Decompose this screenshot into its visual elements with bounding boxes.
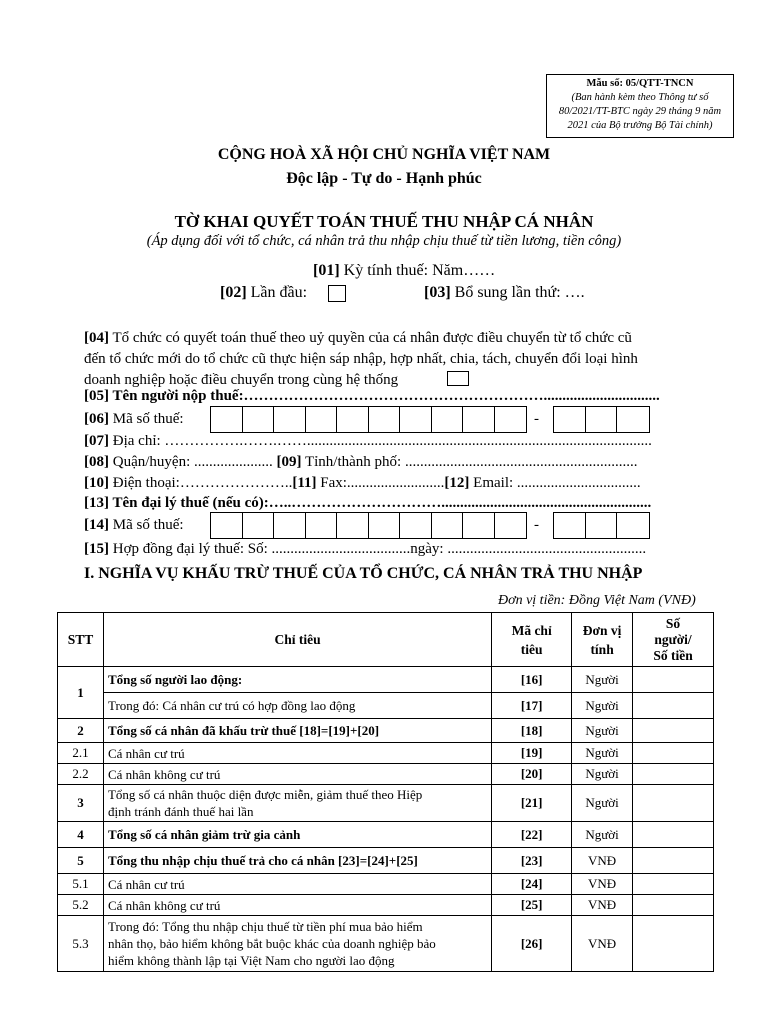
field-code-09: [09] [276,454,302,470]
row-indicator: Tổng thu nhập chịu thuế trả cho cá nhân [23]=[24]+[25] [103,848,491,874]
row-code: [19] [492,743,572,764]
row-code: [18] [492,719,572,743]
first-filing-label: Lần đầu: [246,284,308,301]
country-name: CỘNG HOÀ XÃ HỘI CHỦ NGHĨA VIỆT NAM [217,146,551,163]
form-code: Mẫu số: 05/QTT-TNCN [586,78,694,89]
agent-tax-id-suffix-boxes[interactable] [553,512,650,539]
supplement-label: Bổ sung lần thứ: …. [450,284,585,301]
transfer-line-2: đến tổ chức mới do tổ chức cũ thực hiện sáp nhập, hợp nhất, chia, tách, chuyển đổi loại hình [84,351,638,367]
row-indicator: Cá nhân không cư trú [103,764,491,785]
row-amount-input[interactable] [633,693,714,719]
taxpayer-name-field: [05] Tên người nộp thuế:……………………………………………………............................... [84,388,660,404]
row-code: [21] [492,785,572,822]
row-stt: 3 [58,785,104,822]
row-code: [25] [492,895,572,916]
field-code-12: [12] [444,475,470,491]
field-code-02: [02] [220,284,247,301]
row-amount-input[interactable] [633,719,714,743]
field-code-15: [15] [84,541,109,557]
district-field [84,454,637,471]
field-code-08: [08] [84,454,109,470]
row-stt: 1 [58,667,104,719]
field-code-10: [10] [84,475,109,491]
row-unit: VNĐ [572,848,633,874]
table-row [58,743,714,764]
row-stt: 5.2 [58,895,104,916]
agent-tax-id-dash: - [534,517,539,533]
header-code: Mã chỉ tiêu [492,613,572,667]
phone-label: Điện thoại:………………….. [109,475,293,491]
issued-note-line-1: (Ban hành kèm theo Thông tư số [571,92,709,103]
transfer-line-1: Tổ chức có quyết toán thuế theo uỷ quyền của cá nhân được điều chuyển từ tổ chức cũ [109,330,632,346]
row-indicator: Cá nhân không cư trú [103,895,491,916]
section-title: I. NGHĨA VỤ KHẤU TRỪ THUẾ CỦA TỔ CHỨC, CÁ NHÂN TRẢ THU NHẬP [84,565,643,582]
header-amount: Số người/ Số tiền [633,613,714,667]
tax-id-dash: - [534,411,539,427]
supplement-field [424,284,585,302]
transfer-checkbox[interactable] [447,371,469,386]
currency-note: Đơn vị tiền: Đồng Việt Nam (VNĐ) [498,593,696,608]
row-amount-input[interactable] [633,848,714,874]
header-stt: STT [58,613,104,667]
table-row [58,822,714,848]
national-motto: Độc lập - Tự do - Hạnh phúc [286,170,482,187]
row-unit: Người [572,719,633,743]
form-subtitle: (Áp dụng đối với tổ chức, cá nhân trả thu nhập chịu thuế từ tiền lương, tiền công) [146,233,622,249]
row-indicator: Cá nhân cư trú [103,743,491,764]
row-stt: 2.1 [58,743,104,764]
table-row [58,719,714,743]
row-indicator: Trong đó: Cá nhân cư trú có hợp đồng lao động [103,693,491,719]
agency-contract-field [84,541,646,558]
row-stt: 2 [58,719,104,743]
table-row [58,916,714,972]
row-unit: Người [572,822,633,848]
tax-id-suffix-boxes[interactable] [553,406,650,433]
row-code: [16] [492,667,572,693]
table-row [58,693,714,719]
table-row [58,764,714,785]
obligation-table [57,612,714,972]
field-code-03: [03] [424,284,451,301]
row-code: [20] [492,764,572,785]
row-code: [24] [492,874,572,895]
row-stt: 2.2 [58,764,104,785]
tax-id-label: Mã số thuế: [109,411,184,427]
row-stt: 4 [58,822,104,848]
table-row [58,874,714,895]
agent-tax-id-label: Mã số thuế: [109,517,184,533]
tax-id-boxes[interactable] [210,406,527,433]
row-code: [17] [492,693,572,719]
transfer-line-3: doanh nghiệp hoặc điều chuyển trong cùng hệ thống [84,372,399,388]
tax-period-field [313,262,495,280]
row-indicator: Tổng số cá nhân giảm trừ gia cảnh [103,822,491,848]
row-code: [22] [492,822,572,848]
row-indicator: Tổng số cá nhân đã khấu trừ thuế [18]=[19]+[20] [103,719,491,743]
row-unit: VNĐ [572,916,633,972]
row-amount-input[interactable] [633,667,714,693]
district-label: Quận/huyện: ..................... [109,454,273,470]
tax-id-field [84,411,184,428]
row-unit: VNĐ [572,874,633,895]
row-unit: Người [572,764,633,785]
table-row [58,785,714,822]
province-label: Tỉnh/thành phố: .............................................................. [301,454,638,470]
row-amount-input[interactable] [633,764,714,785]
first-filing-checkbox[interactable] [328,285,346,302]
table-header-row [58,613,714,667]
form-title: TỜ KHAI QUYẾT TOÁN THUẾ THU NHẬP CÁ NHÂN [174,212,594,231]
row-unit: VNĐ [572,895,633,916]
row-indicator: Tổng số cá nhân thuộc diện được miễn, giảm thuế theo Hiệp định tránh đánh thuế hai lần [103,785,491,822]
row-unit: Người [572,743,633,764]
agent-tax-id-field [84,517,184,534]
row-code: [26] [492,916,572,972]
row-indicator: Tổng số người lao động: [103,667,491,693]
row-amount-input[interactable] [633,743,714,764]
row-unit: Người [572,667,633,693]
tax-agent-name-field: [13] Tên đại lý thuế (nếu có):…..…………………………........................................................ [84,495,652,511]
row-amount-input[interactable] [633,874,714,895]
row-stt: 5.1 [58,874,104,895]
field-code-01: [01] [313,262,340,279]
row-indicator: Cá nhân cư trú [103,874,491,895]
address-field [84,433,652,450]
row-stt: 5.3 [58,916,104,972]
field-code-11: [11] [292,475,317,491]
row-stt: 5 [58,848,104,874]
field-code-06: [06] [84,411,109,427]
header-indicator: Chỉ tiêu [103,613,491,667]
address-label: Địa chỉ: …………….…….……............................................................................................ [109,433,652,449]
agent-tax-id-boxes[interactable] [210,512,527,539]
email-label: Email: ................................. [469,475,641,491]
issued-note-line-2: 80/2021/TT-BTC ngày 29 tháng 9 năm [558,106,722,117]
tax-period-label: Kỳ tính thuế: Năm…… [339,262,496,279]
field-code-04: [04] [84,330,109,346]
row-amount-input[interactable] [633,785,714,822]
first-filing-field [220,284,307,302]
row-indicator: Trong đó: Tổng thu nhập chịu thuế từ tiền phí mua bảo hiểm nhân thọ, bảo hiểm không bắt buộc khác của doanh nghiệp bảo hiểm không thành lập tại Việt Nam cho người lao động [103,916,491,972]
table-row [58,848,714,874]
row-amount-input[interactable] [633,822,714,848]
field-code-07: [07] [84,433,109,449]
form-code-box [546,74,734,138]
row-unit: Người [572,785,633,822]
issued-note-line-3: 2021 của Bộ trưởng Bộ Tài chính) [567,120,713,131]
contact-field [84,475,641,492]
row-code: [23] [492,848,572,874]
table-row [58,667,714,693]
fax-label: Fax:.......................... [316,475,445,491]
transfer-settlement-field [84,328,638,391]
row-amount-input[interactable] [633,895,714,916]
row-amount-input[interactable] [633,916,714,972]
field-code-14: [14] [84,517,109,533]
agency-contract-label: Hợp đồng đại lý thuế: Số: .....................................ngày: ..................................................... [109,541,647,557]
row-unit: Người [572,693,633,719]
header-unit: Đơn vị tính [572,613,633,667]
table-row [58,895,714,916]
